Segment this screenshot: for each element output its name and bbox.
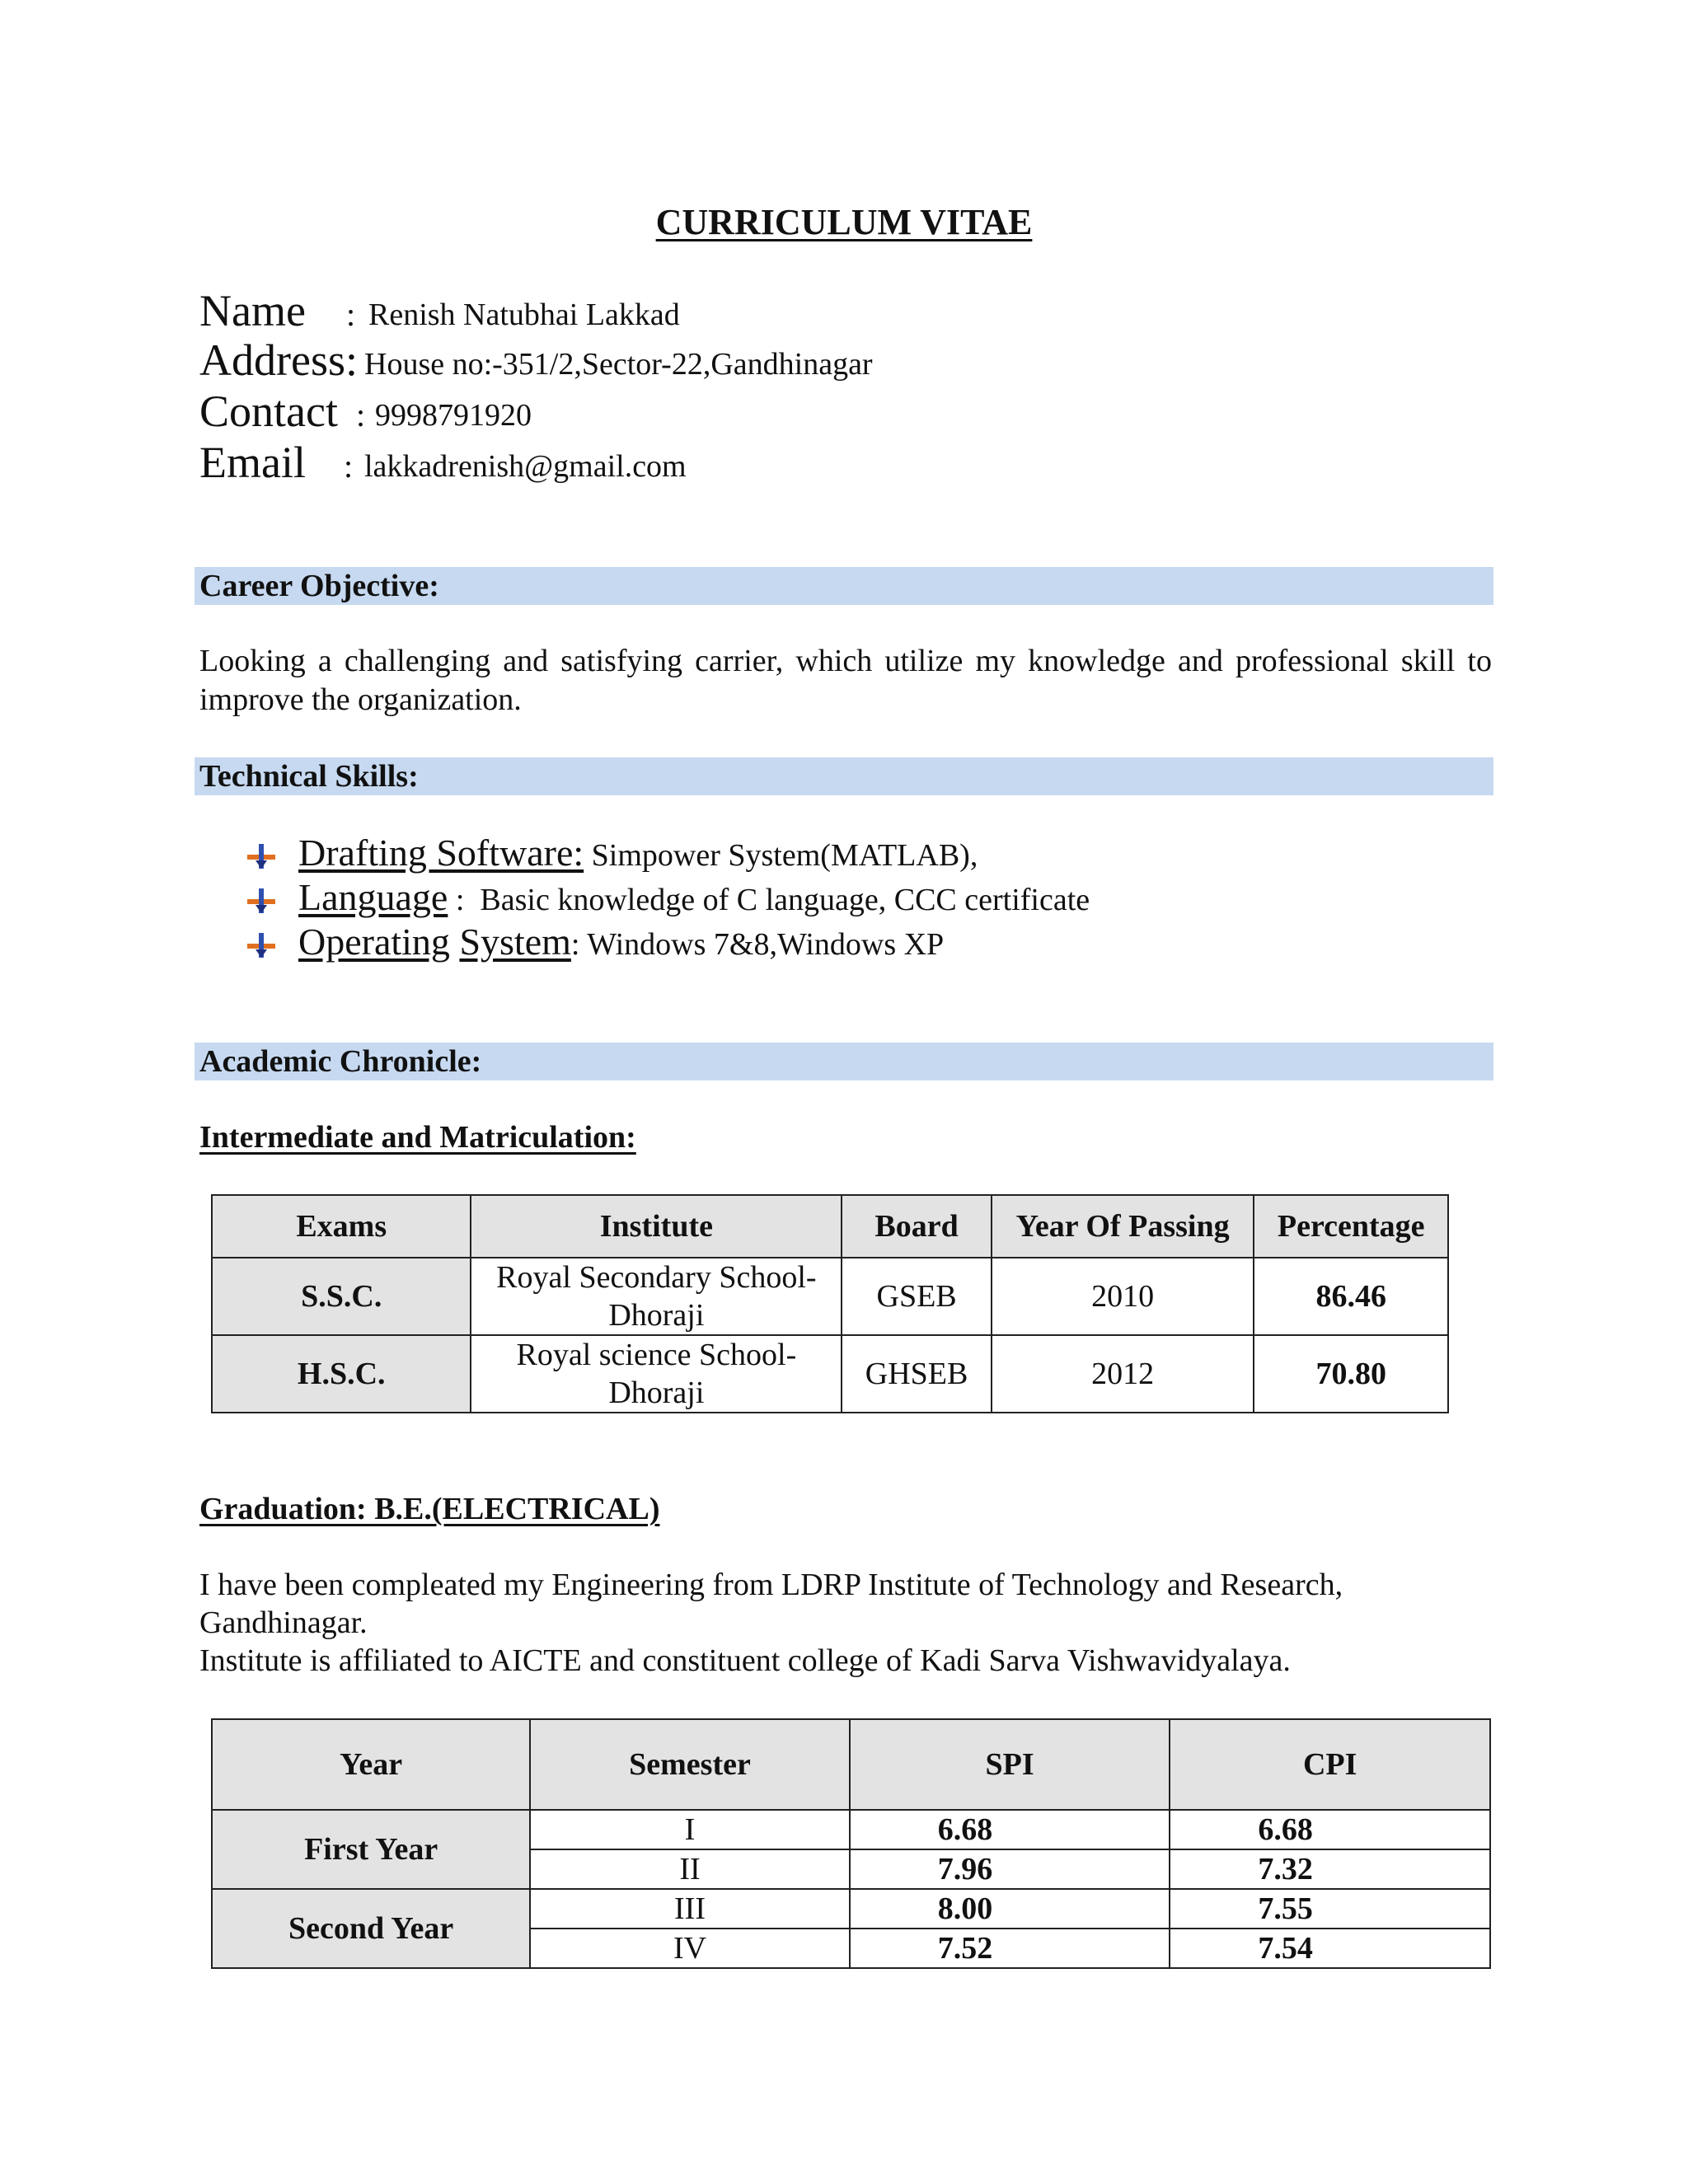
address-value: House no:-351/2,Sector-22,Gandhinagar — [364, 347, 873, 382]
table-row — [212, 1335, 1448, 1413]
matriculation-table — [211, 1194, 1449, 1413]
year-cell: First Year — [212, 1810, 530, 1889]
spi-cell: 7.96 — [850, 1849, 1170, 1889]
colon: : — [356, 396, 366, 434]
skill-head: Language — [298, 876, 448, 918]
percentage-cell: 70.80 — [1254, 1335, 1448, 1413]
skill-line — [298, 876, 1090, 918]
contact-value: 9998791920 — [375, 398, 532, 433]
graduation-subheading: Graduation: B.E.(ELECTRICAL) — [199, 1492, 660, 1526]
semester-cell: IV — [530, 1929, 849, 1968]
cpi-cell: 6.68 — [1170, 1810, 1490, 1849]
board-cell: GHSEB — [842, 1335, 992, 1413]
name-label: Name — [199, 286, 306, 335]
semester-cell: I — [530, 1810, 849, 1849]
technical-skills-heading: Technical Skills: — [195, 757, 1493, 795]
institute-line: Dhoraji — [608, 1298, 705, 1333]
email-value: lakkadrenish@gmail.com — [364, 449, 687, 484]
table-row — [212, 1258, 1448, 1335]
page-title: CURRICULUM VITAE — [655, 202, 1033, 242]
address-label: Address: — [199, 335, 358, 385]
colon: : — [346, 296, 356, 333]
career-objective-heading: Career Objective: — [195, 567, 1493, 605]
year-cell: Second Year — [212, 1889, 530, 1968]
skill-head: Operating — [298, 921, 450, 963]
column-header: SPI — [850, 1719, 1170, 1810]
column-header: Semester — [530, 1719, 849, 1810]
cpi-cell: 7.54 — [1170, 1929, 1490, 1968]
skill-line — [298, 834, 978, 872]
table-row — [212, 1810, 1490, 1849]
exam-cell: H.S.C. — [212, 1335, 471, 1413]
column-header: Exams — [212, 1195, 471, 1258]
semester-cell: III — [530, 1889, 849, 1929]
cpi-cell: 7.32 — [1170, 1849, 1490, 1889]
arrow-bullet-icon — [247, 844, 275, 869]
column-header: Year — [212, 1719, 530, 1810]
graduation-table — [211, 1718, 1491, 1969]
institute-line: Royal science School- — [516, 1338, 797, 1372]
skill-head: Drafting Software: — [298, 832, 584, 874]
name-value: Renish Natubhai Lakkad — [368, 298, 680, 332]
semester-cell: II — [530, 1849, 849, 1889]
academic-chronicle-heading: Academic Chronicle: — [195, 1043, 1493, 1080]
board-cell: GSEB — [842, 1258, 992, 1335]
arrow-bullet-icon — [247, 888, 275, 913]
year-cell: 2010 — [992, 1258, 1254, 1335]
column-header: CPI — [1170, 1719, 1490, 1810]
institute-line: Royal Secondary School- — [496, 1260, 817, 1295]
skill-separator: : — [448, 883, 481, 917]
email-label: Email — [199, 438, 306, 487]
column-header: Board — [842, 1195, 992, 1258]
skill-text: Basic knowledge of C language, CCC certificate — [480, 883, 1090, 917]
skill-head: System — [459, 921, 571, 963]
institute-cell — [471, 1335, 842, 1413]
exam-cell: S.S.C. — [212, 1258, 471, 1335]
institute-cell — [471, 1258, 842, 1335]
column-header: Year Of Passing — [992, 1195, 1254, 1258]
skill-text: : Windows 7&8,Windows XP — [570, 927, 945, 962]
percentage-cell: 86.46 — [1254, 1258, 1448, 1335]
graduation-text-2: Institute is affiliated to AICTE and constituent college of Kadi Sarva Vishwavidyalaya. — [199, 1643, 1291, 1678]
cpi-cell: 7.55 — [1170, 1889, 1490, 1929]
arrow-bullet-icon — [247, 933, 275, 958]
table-header-row — [212, 1719, 1490, 1810]
year-cell: 2012 — [992, 1335, 1254, 1413]
skill-line — [298, 923, 944, 961]
career-objective-text: Looking a challenging and satisfying carrier, which utilize my knowledge and professional skill to improve the organization. — [199, 644, 1492, 717]
intermediate-subheading: Intermediate and Matriculation: — [199, 1120, 636, 1155]
skill-text: Simpower System(MATLAB), — [584, 838, 978, 873]
contact-label: Contact — [199, 387, 338, 436]
institute-line: Dhoraji — [608, 1376, 705, 1410]
spi-cell: 8.00 — [850, 1889, 1170, 1929]
table-header-row — [212, 1195, 1448, 1258]
spi-cell: 7.52 — [850, 1929, 1170, 1968]
column-header: Institute — [471, 1195, 842, 1258]
colon: : — [344, 448, 354, 485]
graduation-text-1: I have been compleated my Engineering from LDRP Institute of Technology and Research, Gandhinagar. — [199, 1568, 1343, 1640]
table-row — [212, 1889, 1490, 1929]
column-header: Percentage — [1254, 1195, 1448, 1258]
spi-cell: 6.68 — [850, 1810, 1170, 1849]
